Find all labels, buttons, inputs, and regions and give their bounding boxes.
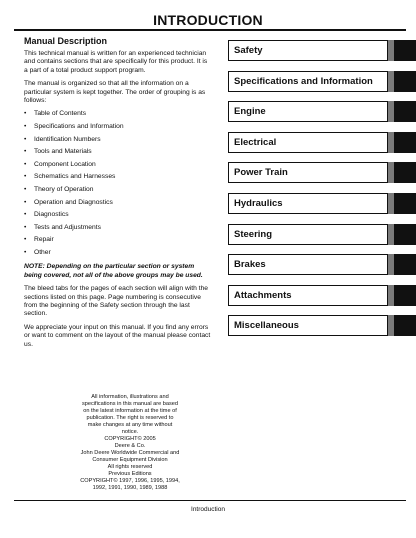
footer-rule [14, 500, 406, 501]
copyright-line: make changes at any time without [87, 422, 173, 428]
feedback-paragraph: We appreciate your input on this manual. If you find any errors or want to comment on the layout of the manual please contact us. [24, 323, 211, 348]
header-rule [14, 29, 406, 31]
list-item: • Specifications and Information [24, 123, 212, 131]
bleed-tab [394, 315, 416, 336]
copyright-line: publication. The right is reserved to [86, 415, 174, 421]
list-item: • Repair [24, 236, 212, 244]
bleed-tab [394, 285, 416, 306]
copyright-line: specifications in this manual are based [81, 401, 179, 407]
bleed-tab [394, 101, 416, 122]
list-item: • Operation and Diagnostics [24, 199, 212, 207]
tab-label: Brakes [228, 254, 388, 275]
section-tabs [228, 40, 416, 346]
grouping-list [24, 110, 212, 257]
list-item: • Component Location [24, 161, 212, 169]
copyright-line: Previous Editions [108, 471, 152, 477]
tab-label: Power Train [228, 162, 388, 183]
tab-brakes[interactable] [228, 254, 416, 275]
copyright-line: All information, illustrations and [91, 394, 169, 400]
copyright-line: Deere & Co. [114, 443, 146, 449]
bleed-tab [394, 71, 416, 92]
tab-steering[interactable] [228, 224, 416, 245]
copyright-line: John Deere Worldwide Commercial and [80, 450, 180, 456]
list-item: • Schematics and Harnesses [24, 173, 212, 181]
list-item: • Table of Contents [24, 110, 212, 118]
copyright-line: COPYRIGHT© 2005 [104, 436, 156, 442]
tab-label: Steering [228, 224, 388, 245]
tab-label: Miscellaneous [228, 315, 388, 336]
copyright-line: notice. [121, 429, 139, 435]
note-paragraph: NOTE: Depending on the particular section or system being covered, not all of the above groups may be used. [24, 263, 203, 279]
list-item: • Identification Numbers [24, 136, 212, 144]
list-item: • Other [24, 249, 212, 257]
tab-safety[interactable] [228, 40, 416, 61]
page-title: INTRODUCTION [153, 12, 263, 28]
list-item: • Tools and Materials [24, 148, 212, 156]
bleed-tab [394, 224, 416, 245]
copyright-line: on the latest information at the time of [83, 408, 177, 414]
tab-attachments[interactable] [228, 285, 416, 306]
organization-paragraph: The manual is organized so that all the information on a particular system is kept together. The order of grouping is as follows: [24, 80, 206, 105]
bleed-tab [394, 162, 416, 183]
section-heading: Manual Description [24, 36, 108, 46]
copyright-line: Consumer Equipment Division [92, 457, 168, 463]
bleed-tab [394, 254, 416, 275]
tab-electrical[interactable] [228, 132, 416, 153]
list-item: • Tests and Adjustments [24, 224, 212, 232]
tab-miscellaneous[interactable] [228, 315, 416, 336]
tab-power-train[interactable] [228, 162, 416, 183]
bleed-tabs-paragraph: The bleed tabs for the pages of each section will align with the sections listed on this page. Page numbering is consecutive from the beginning of the Safety section through the last section. [24, 285, 209, 318]
tab-label: Safety [228, 40, 388, 61]
intro-paragraph: This technical manual is written for an experienced technician and contains sections that are specifically for this product. It is a part of a total product support program. [24, 50, 208, 74]
list-item: • Theory of Operation [24, 186, 212, 194]
copyright-line: All rights reserved [107, 464, 153, 470]
copyright-notice [60, 394, 200, 492]
tab-label: Attachments [228, 285, 388, 306]
list-item: • Diagnostics [24, 211, 212, 219]
manual-description-section [24, 36, 212, 354]
bleed-tab [394, 193, 416, 214]
copyright-line: 1992, 1991, 1990, 1989, 1988 [92, 485, 168, 491]
tab-label: Hydraulics [228, 193, 388, 214]
tab-specifications-and-information[interactable] [228, 71, 416, 92]
tab-engine[interactable] [228, 101, 416, 122]
tab-hydraulics[interactable] [228, 193, 416, 214]
tab-label: Specifications and Information [228, 71, 388, 92]
tab-label: Engine [228, 101, 388, 122]
tab-label: Electrical [228, 132, 388, 153]
page-footer: Introduction [191, 506, 225, 513]
copyright-line: COPYRIGHT© 1997, 1996, 1995, 1994, [80, 478, 180, 484]
bleed-tab [394, 40, 416, 61]
bleed-tab [394, 132, 416, 153]
